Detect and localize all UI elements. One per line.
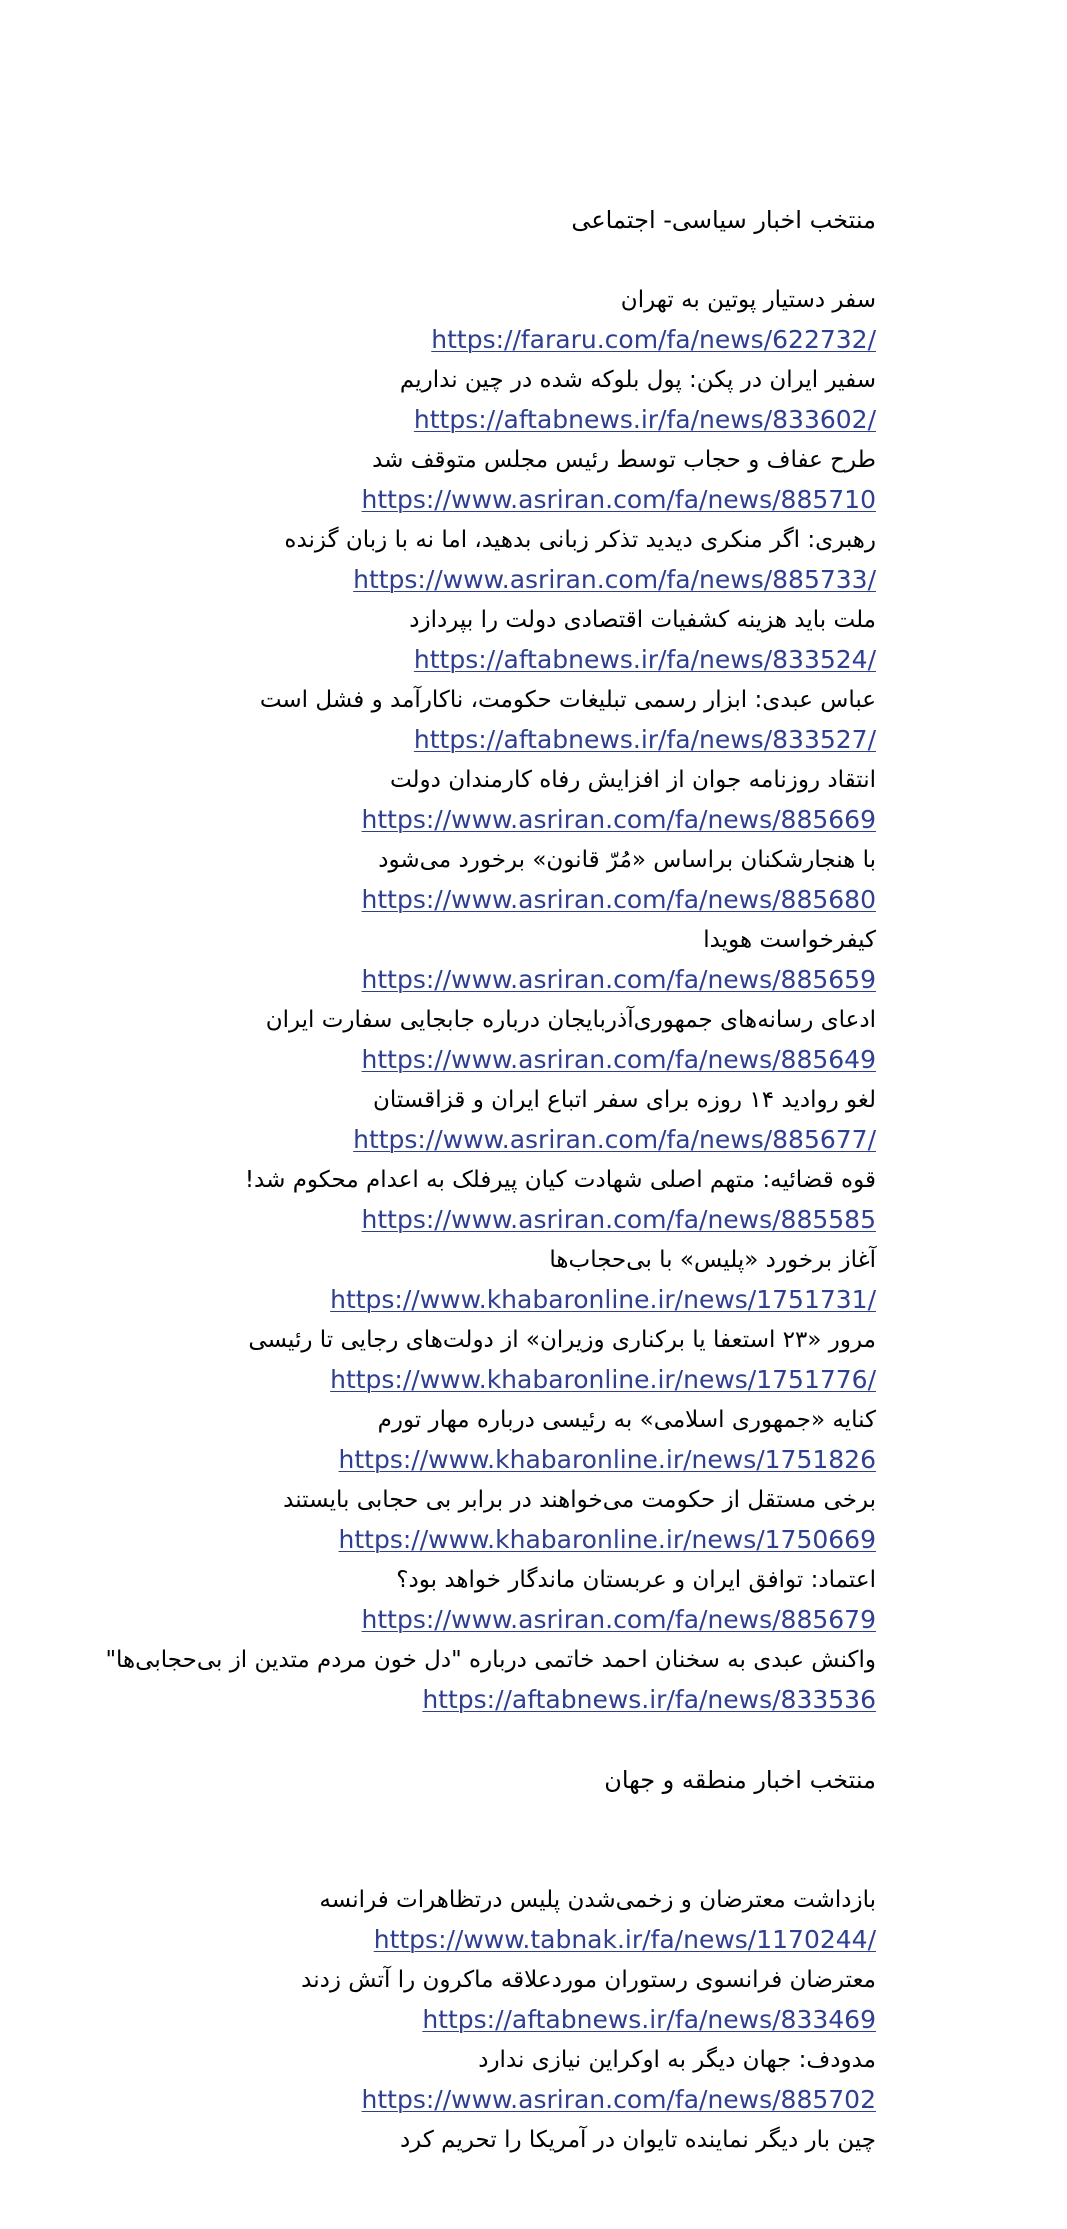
section-heading-region-world: منتخب اخبار منطقه و جهان — [604, 1766, 876, 1794]
news-title: معترضان فرانسوی رستوران موردعلاقه ماکرون را آتش زدند — [301, 1967, 876, 1993]
news-link[interactable]: https://www.asriran.com/fa/news/885733/ — [353, 565, 876, 594]
news-title: رهبری: اگر منکری دیدید تذکر زبانی بدهید، اما نه با زبان گزنده — [284, 527, 876, 553]
news-link[interactable]: https://www.asriran.com/fa/news/885677/ — [353, 1125, 876, 1154]
news-title: ادعای رسانه‌های جمهوری‌آذربایجان درباره جابجایی سفارت ایران — [265, 1007, 876, 1033]
news-title: بازداشت معترضان و زخمی‌شدن پلیس درتظاهرات فرانسه — [319, 1887, 876, 1913]
news-title: آغاز برخورد «پلیس» با بی‌حجاب‌ها — [549, 1247, 876, 1273]
news-link[interactable]: https://www.tabnak.ir/fa/news/1170244/ — [373, 1925, 876, 1954]
news-title: چین بار دیگر نماینده تایوان در آمریکا را تحریم کرد — [399, 2127, 876, 2153]
news-link[interactable]: https://www.asriran.com/fa/news/885710 — [361, 485, 876, 514]
news-title: کیفرخواست هویدا — [703, 927, 876, 953]
news-link[interactable]: https://www.asriran.com/fa/news/885680 — [361, 885, 876, 914]
news-link[interactable]: https://aftabnews.ir/fa/news/833527/ — [413, 725, 876, 754]
news-title: لغو روادید ۱۴ روزه برای سفر اتباع ایران و قزاقستان — [372, 1087, 876, 1113]
news-link[interactable]: https://www.asriran.com/fa/news/885702 — [361, 2085, 876, 2114]
news-title: انتقاد روزنامه جوان از افزایش رفاه کارمندان دولت — [389, 767, 876, 793]
news-link[interactable]: https://www.khabaronline.ir/news/1751731/ — [330, 1285, 876, 1314]
news-link[interactable]: https://www.asriran.com/fa/news/885669 — [361, 805, 876, 834]
news-list-political-social — [0, 280, 876, 1720]
news-title: اعتماد: توافق ایران و عربستان ماندگار خواهد بود؟ — [396, 1567, 876, 1593]
news-link[interactable]: https://www.asriran.com/fa/news/885659 — [361, 965, 876, 994]
news-list-region-world — [0, 1880, 876, 2160]
news-title: برخی مستقل از حکومت می‌خواهند در برابر بی حجابی بایستند — [283, 1487, 876, 1513]
news-title: قوه قضائیه: متهم اصلی شهادت کیان پیرفلک به اعدام محکوم شد! — [244, 1167, 876, 1193]
news-link[interactable]: https://aftabnews.ir/fa/news/833469 — [422, 2005, 876, 2034]
news-link[interactable]: https://www.asriran.com/fa/news/885585 — [361, 1205, 876, 1234]
news-link[interactable]: https://fararu.com/fa/news/622732/ — [431, 325, 876, 354]
news-link[interactable]: https://www.asriran.com/fa/news/885679 — [361, 1605, 876, 1634]
news-title: عباس عبدی: ابزار رسمی تبلیغات حکومت، ناکارآمد و فشل است — [259, 687, 876, 713]
news-link[interactable]: https://www.khabaronline.ir/news/1750669 — [338, 1525, 876, 1554]
news-title: سفر دستیار پوتین به تهران — [620, 287, 876, 313]
news-link[interactable]: https://www.asriran.com/fa/news/885649 — [361, 1045, 876, 1074]
document-content — [0, 200, 876, 2160]
news-title: طرح عفاف و حجاب توسط رئیس مجلس متوقف شد — [372, 447, 876, 473]
news-title: ملت باید هزینه کشفیات اقتصادی دولت را بپردازد — [409, 607, 876, 633]
news-title: سفیر ایران در پکن: پول بلوکه شده در چین نداریم — [399, 367, 876, 393]
news-link[interactable]: https://aftabnews.ir/fa/news/833524/ — [413, 645, 876, 674]
news-link[interactable]: https://aftabnews.ir/fa/news/833536 — [422, 1685, 876, 1714]
news-title: با هنجارشکنان براساس «مُرّ قانون» برخورد می‌شود — [378, 847, 876, 873]
news-title: واکنش عبدی به سخنان احمد خاتمی درباره "دل خون مردم متدین از بی‌حجابی‌ها" — [105, 1647, 876, 1673]
section-heading-political-social: منتخب اخبار سیاسی- اجتماعی — [571, 206, 876, 234]
news-title: مدودف: جهان دیگر به اوکراین نیازی ندارد — [478, 2047, 876, 2073]
news-link[interactable]: https://www.khabaronline.ir/news/1751826 — [338, 1445, 876, 1474]
news-title: کنایه «جمهوری اسلامی» به رئیسی درباره مهار تورم — [377, 1407, 876, 1433]
news-link[interactable]: https://www.khabaronline.ir/news/1751776/ — [330, 1365, 876, 1394]
news-title: مرور «۲۳ استعفا یا برکناری وزیران» از دولت‌های رجایی تا رئیسی — [248, 1327, 876, 1353]
news-link[interactable]: https://aftabnews.ir/fa/news/833602/ — [413, 405, 876, 434]
